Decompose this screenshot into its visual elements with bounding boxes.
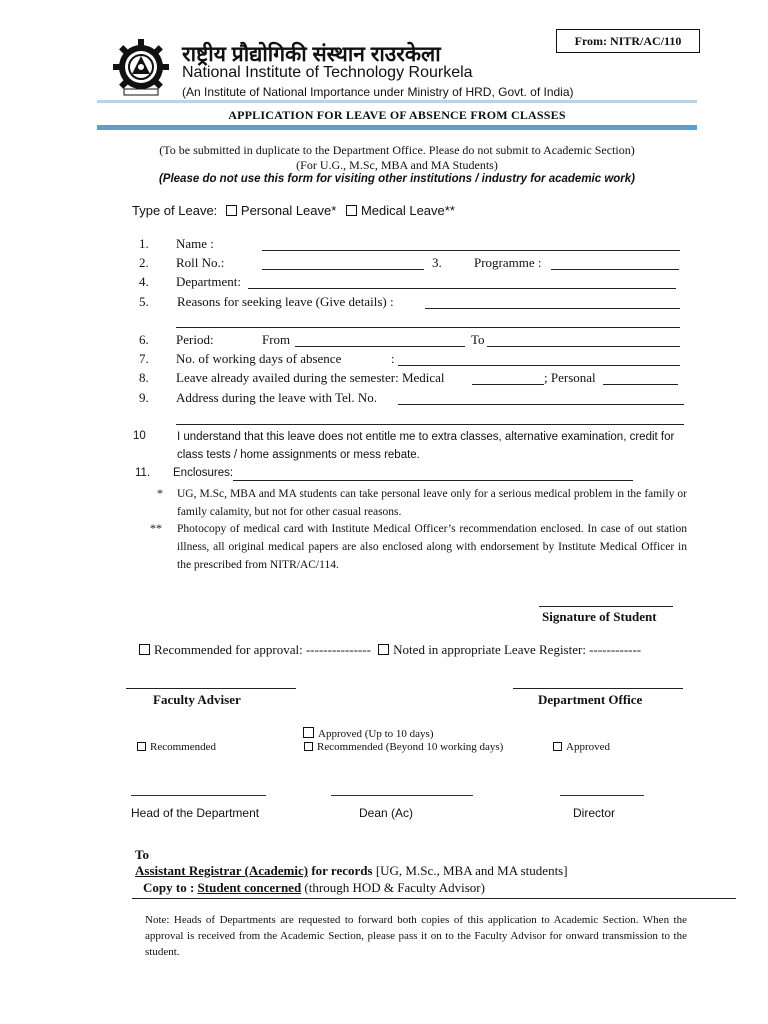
- student-signature-label: Signature of Student: [542, 609, 657, 624]
- routing-copy: [143, 880, 485, 896]
- address-input-line-2[interactable]: [176, 424, 684, 425]
- hod-recommended-label: Recommended: [150, 741, 216, 753]
- assistant-registrar-label: Assistant Registrar (Academic): [135, 863, 309, 878]
- director-approved-label: Approved: [566, 741, 610, 753]
- institute-name-english: National Institute of Technology Rourkela: [182, 64, 473, 81]
- personal-availed-label: ; Personal: [544, 370, 596, 385]
- recommended-for-approval-checkbox[interactable]: [139, 644, 150, 655]
- hod-recommended-option: [137, 741, 216, 753]
- reasons-input-line-2[interactable]: [176, 327, 680, 328]
- note-marker-double: **: [150, 521, 162, 535]
- header-divider-dark: [97, 125, 697, 130]
- routing-to: To: [135, 847, 149, 862]
- reasons-input-line[interactable]: [425, 308, 680, 309]
- working-days-colon: :: [391, 351, 395, 366]
- working-days-input-line[interactable]: [398, 365, 680, 366]
- faculty-adviser-label: Faculty Adviser: [153, 692, 241, 707]
- instruction-eligibility: (For U.G., M.Sc, MBA and MA Students): [296, 158, 498, 172]
- name-label: Name :: [176, 236, 214, 251]
- field-number: 11.: [135, 467, 151, 479]
- programme-label: Programme :: [474, 255, 542, 270]
- recommended-for-approval-label: Recommended for approval: ---------------: [154, 642, 371, 657]
- field-number: 5.: [139, 294, 149, 309]
- department-office-signature-line[interactable]: [513, 688, 683, 689]
- department-office-label: Department Office: [538, 692, 643, 707]
- address-label: Address during the leave with Tel. No.: [176, 390, 378, 405]
- footer-note: Note: Heads of Departments are requested to forward both copies of this application to Academic Section. When the approval is received from the Academic Section, please pass it on to the Faculty Advisor for onward transmission to the student.: [145, 914, 687, 958]
- field-number: 8.: [139, 370, 149, 385]
- approved-upto10-checkbox[interactable]: [303, 727, 314, 738]
- recommended-beyond10-option: [304, 741, 503, 753]
- declaration-text: I understand that this leave does not entitle me to extra classes, alternative examination, credit for class tests / home assignments or mess rebate.: [177, 431, 675, 461]
- name-input-line[interactable]: [262, 250, 680, 251]
- hod-recommended-checkbox[interactable]: [137, 742, 146, 751]
- institute-logo: [110, 36, 172, 98]
- medical-leave-note: Photocopy of medical card with Institute Medical Officer’s recommendation enclosed. In case of out station illness, all original medical papers are also enclosed along with endorsement by Institute Medical Officer in the prescribed from NITR/AC/114.: [177, 523, 687, 571]
- personal-leave-label: Personal Leave*: [240, 203, 337, 218]
- recommendation-row: [139, 642, 641, 658]
- personal-leave-checkbox[interactable]: [226, 205, 237, 216]
- dean-signature-line[interactable]: [331, 795, 473, 796]
- noted-register-checkbox[interactable]: [378, 644, 389, 655]
- field-number: 4.: [139, 274, 149, 289]
- form-reference-code: From: NITR/AC/110: [556, 29, 700, 53]
- director-approved-option: [553, 741, 610, 753]
- student-concerned-label: Student concerned: [197, 880, 302, 895]
- period-from-input-line[interactable]: [295, 346, 465, 347]
- period-label: Period:: [176, 332, 214, 347]
- copy-to-label: Copy to :: [143, 880, 195, 895]
- personal-availed-input-line[interactable]: [603, 384, 678, 385]
- leave-availed-label: Leave already availed during the semester: Medical: [176, 370, 445, 385]
- department-label: Department:: [176, 274, 241, 289]
- student-signature-line[interactable]: [539, 606, 673, 607]
- department-input-line[interactable]: [248, 288, 676, 289]
- for-records-label: for records: [311, 863, 373, 878]
- address-input-line[interactable]: [398, 404, 684, 405]
- instruction-warning: (Please do not use this form for visiting other institutions / industry for academic work): [158, 173, 636, 185]
- field-number: 10: [133, 430, 146, 442]
- director-signature-line[interactable]: [560, 795, 644, 796]
- noted-register-label: Noted in appropriate Leave Register: ------------: [393, 642, 642, 657]
- roll-no-label: Roll No.:: [176, 255, 225, 270]
- recommended-beyond10-checkbox[interactable]: [304, 742, 313, 751]
- enclosures-label: Enclosures:: [173, 467, 234, 479]
- period-to-input-line[interactable]: [487, 346, 680, 347]
- leave-type-label: Type of Leave:: [132, 203, 218, 218]
- field-number: 6.: [139, 332, 149, 347]
- hod-signature-line[interactable]: [131, 795, 266, 796]
- note-divider: [132, 898, 736, 899]
- approved-upto10-label: Approved (Up to 10 days): [318, 728, 434, 740]
- personal-leave-note: UG, M.Sc, MBA and MA students can take personal leave only for a serious medical problem in the family or family calamity, but not for other casual reasons.: [177, 488, 687, 518]
- note-marker-single: *: [157, 486, 163, 500]
- instruction-submission: (To be submitted in duplicate to the Department Office. Please do not submit to Academic Section): [159, 143, 635, 157]
- faculty-adviser-signature-line[interactable]: [126, 688, 296, 689]
- medical-leave-checkbox[interactable]: [346, 205, 357, 216]
- programme-input-line[interactable]: [551, 269, 679, 270]
- leave-type-row: [132, 203, 455, 218]
- field-number: 7.: [139, 351, 149, 366]
- hod-label: Head of the Department: [131, 806, 260, 820]
- reasons-label: Reasons for seeking leave (Give details) :: [177, 294, 394, 309]
- field-number: 2.: [139, 255, 149, 270]
- medical-leave-label: Medical Leave**: [360, 203, 455, 218]
- form-title: APPLICATION FOR LEAVE OF ABSENCE FROM CLASSES: [228, 108, 566, 122]
- approved-upto10-option: [303, 727, 433, 740]
- institute-name-hindi: राष्ट्रीय प्रौद्योगिकी संस्थान राउरकेला: [182, 43, 441, 66]
- medical-availed-input-line[interactable]: [472, 384, 544, 385]
- dean-label: Dean (Ac): [359, 806, 414, 820]
- programs-label: [UG, M.Sc., MBA and MA students]: [375, 863, 568, 878]
- header-divider-light: [97, 100, 697, 103]
- field-number: 9.: [139, 390, 149, 405]
- institute-subtitle: (An Institute of National Importance under Ministry of HRD, Govt. of India): [182, 85, 574, 99]
- working-days-label: No. of working days of absence: [176, 351, 342, 366]
- field-number: 3.: [432, 255, 442, 270]
- recommended-beyond10-label: Recommended (Beyond 10 working days): [317, 741, 504, 753]
- director-label: Director: [573, 806, 616, 820]
- enclosures-input-line[interactable]: [233, 480, 633, 481]
- period-from-label: From: [262, 332, 291, 347]
- director-approved-checkbox[interactable]: [553, 742, 562, 751]
- period-to-label: To: [471, 332, 485, 347]
- roll-no-input-line[interactable]: [262, 269, 424, 270]
- through-label: (through HOD & Faculty Advisor): [304, 880, 485, 895]
- routing-recipient: [135, 863, 568, 879]
- field-number: 1.: [139, 236, 149, 251]
